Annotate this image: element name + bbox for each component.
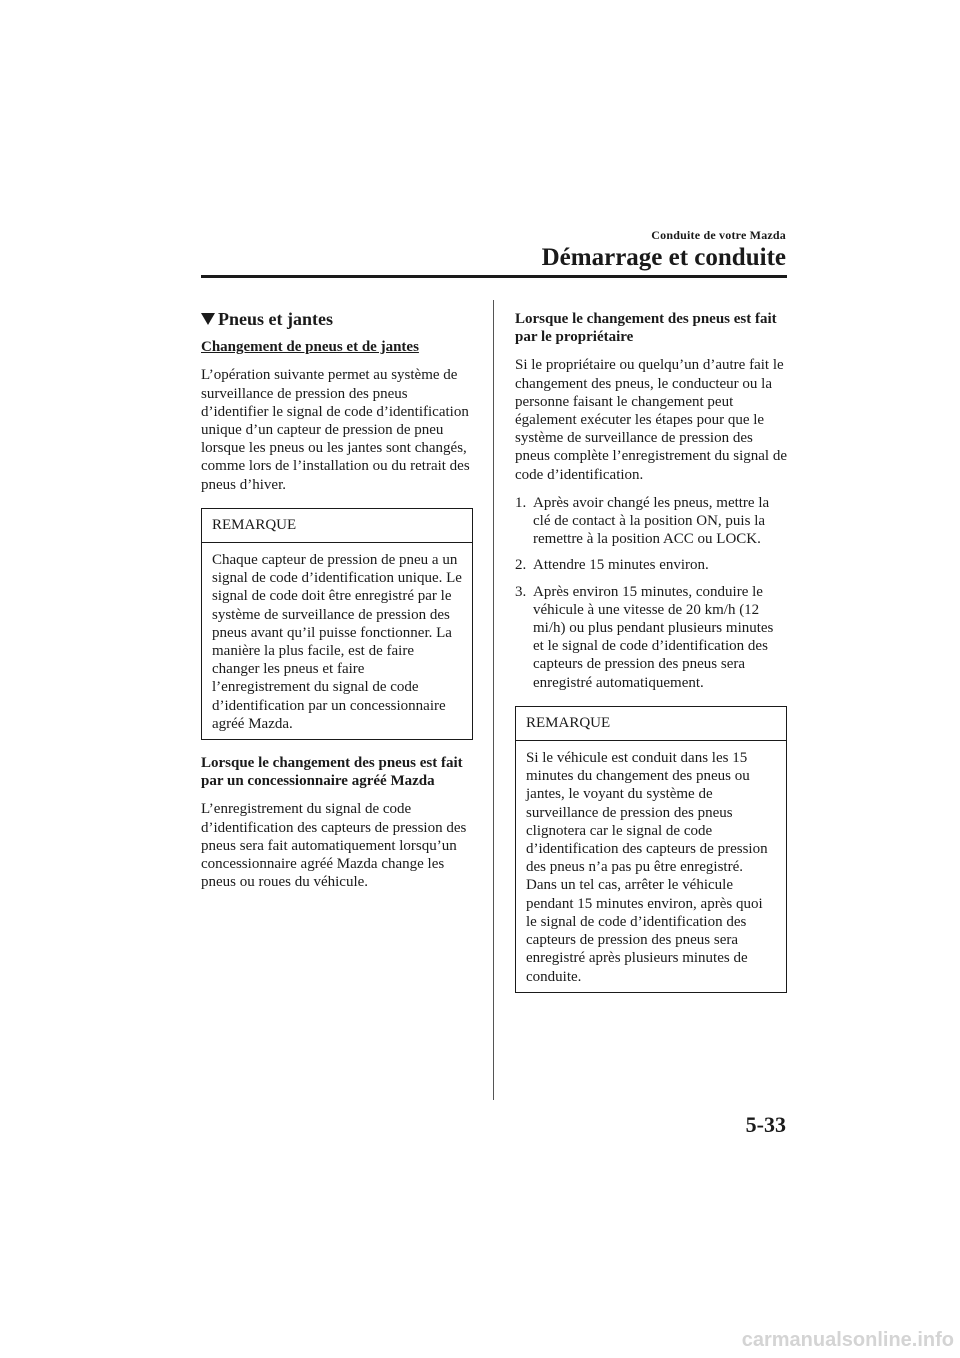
steps-list (515, 494, 787, 692)
paragraph-intro: L’opération suivante permet au système de surveillance de pression des pneus d’identifier le signal de code d’identification unique d’un capteur de pression de pneu lorsque les pneus ou les jantes sont changés, comme lors de l’installation ou du retrait des pneus d’hiver. (201, 367, 470, 493)
watermark: carmanualsonline.info (741, 1329, 954, 1351)
page-number: 5-33 (745, 1112, 786, 1137)
left-column (201, 310, 473, 901)
note-text: Chaque capteur de pression de pneu a un signal de code d’identification unique. Le signal de code doit être enregistré par le système de surveillance de pression des pneus avant qu’il puisse fonctionner. La manière la plus facile, est de faire changer les pneus et faire l’enregistrement du signal de code d’identification par un concessionnaire agréé Mazda. (212, 552, 462, 732)
note-box (201, 508, 473, 740)
step-number: 3. (515, 583, 527, 600)
paragraph-proprietaire: Si le propriétaire ou quelqu’un d’autre fait le changement des pneus, le conducteur ou la personne faisant le changement peut également exécuter les étapes pour que le système de surveillance de pression des pneus complète l’enregistrement du signal de code d’identification. (515, 357, 787, 483)
list-item (515, 494, 787, 549)
list-item (515, 583, 787, 692)
step-number: 2. (515, 557, 527, 574)
header-rule (201, 275, 787, 278)
paragraph-concessionnaire: L’enregistrement du signal de code d’identification des capteurs de pression des pneus sera fait automatiquement lorsqu’un concessionnaire agréé Mazda change les pneus ou roues du véhicule. (201, 801, 467, 891)
subhead-changement: Changement de pneus et de jantes (201, 339, 419, 356)
section-title (201, 310, 473, 328)
subhead-proprietaire: Lorsque le changement des pneus est fait par le propriétaire (515, 311, 777, 346)
step-text: Après environ 15 minutes, conduire le véhicule à une vitesse de 20 km/h (12 mi/h) ou plus pendant plusieurs minutes et le signal de code d’identification des capteurs de pression des pneus sera enregistré automatiquement. (533, 583, 774, 691)
right-column (515, 310, 787, 1007)
note-text: Si le véhicule est conduit dans les 15 minutes du changement des pneus ou jantes, le voyant du système de surveillance de pression des pneus clignotera car le signal de code d’identification des capteurs de pression des pneus n’a pas pu être enregistré. Dans un tel cas, arrêter le véhicule pendant 15 minutes environ, après quoi le signal de code d’identification des capteurs de pression des pneus sera enregistré après plusieurs minutes de conduite. (526, 750, 768, 985)
triangle-down-icon (201, 313, 215, 325)
step-number: 1. (515, 494, 527, 511)
chapter-subtitle: Conduite de votre Mazda (651, 228, 786, 242)
note-box (515, 706, 787, 993)
note-label: REMARQUE (202, 509, 472, 543)
section-title-text: Pneus et jantes (218, 309, 333, 329)
step-text: Attendre 15 minutes environ. (533, 557, 709, 574)
note-label: REMARQUE (516, 707, 786, 741)
step-text: Après avoir changé les pneus, mettre la clé de contact à la position ON, puis la remettre à la position ACC ou LOCK. (533, 494, 770, 548)
subhead-concessionnaire: Lorsque le changement des pneus est fait par un concessionnaire agréé Mazda (201, 755, 463, 790)
column-divider (493, 300, 494, 1100)
chapter-title: Démarrage et conduite (541, 244, 786, 271)
list-item (515, 556, 787, 574)
